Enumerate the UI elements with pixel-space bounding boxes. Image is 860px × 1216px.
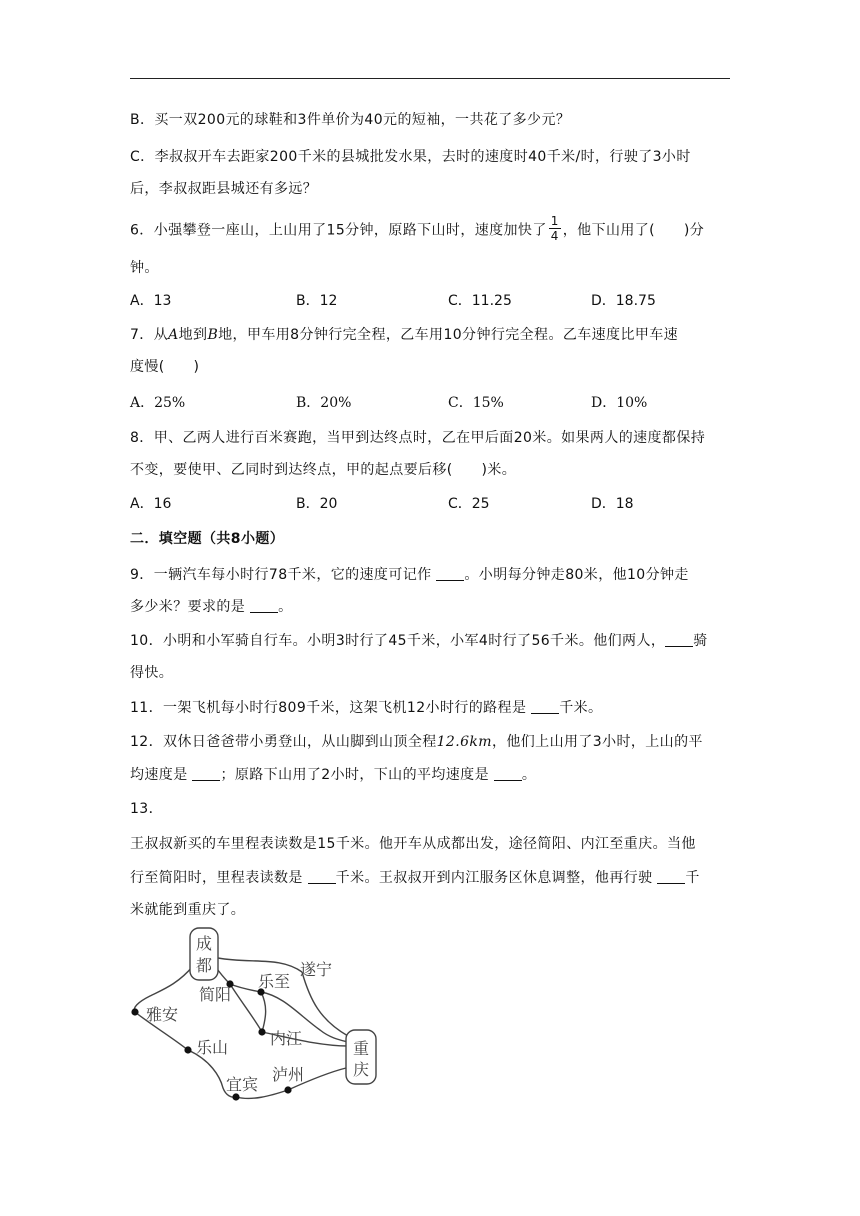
question-13-line1: 王叔叔新买的车里程表读数是15千米。他开车从成都出发，途径简阳、内江至重庆。当他 (130, 836, 696, 852)
route-chengdu-suining (218, 958, 302, 972)
q6-text-after: ，他下山用了( )分 (562, 222, 705, 239)
route-lezhi-neijiang (261, 992, 266, 1032)
q12-text-a: 12．双休日爸爸带小勇登山，从山脚到山顶全程 (130, 734, 437, 750)
fraction-one-quarter (549, 214, 561, 243)
q6-text-before: 6．小强攀登一座山，上山用了15分钟，原路下山时，速度加快了 (130, 222, 547, 239)
q12-distance: 12.6km (436, 734, 492, 750)
q7-text-b: 地到 (178, 327, 208, 343)
q7-point-a: A (168, 327, 179, 343)
q12-text-e: 。 (521, 767, 537, 783)
q7-text-c: 地，甲车用8分钟行完全程，乙车用10分钟行完全程。乙车速度比甲车速 (218, 327, 679, 343)
q9-text-d: 。 (278, 599, 293, 615)
label-yaan: 雅安 (146, 1005, 179, 1024)
q6-option-d: D．18.75 (591, 293, 656, 309)
q10-text-b: 骑 (693, 633, 708, 649)
q13-text-a: 行至简阳时，里程表读数是 (130, 870, 303, 886)
question-6-line1 (130, 216, 704, 245)
question-7-line1 (130, 325, 678, 345)
q7-option-a: A．25% (130, 395, 186, 411)
q13-text-c: 千 (685, 870, 700, 886)
neijiang-dot (258, 1028, 265, 1035)
q7-text-a: 7．从 (130, 327, 169, 343)
label-neijiang: 内江 (270, 1029, 303, 1048)
q7-option-c: C．15% (448, 395, 504, 411)
label-chengdu-2: 都 (196, 956, 213, 975)
question-13-line2 (130, 868, 700, 888)
answer-blank[interactable] (531, 699, 559, 714)
q12-text-b: ，他们上山用了3小时，上山的平 (491, 734, 703, 750)
q9-text-a: 9．一辆汽车每小时行78千米，它的速度可记作 (130, 567, 432, 583)
q8-option-c: C．25 (448, 496, 490, 512)
question-6-line2: 钟。 (130, 260, 159, 276)
answer-blank[interactable] (657, 869, 685, 884)
q8-option-b: B．20 (296, 496, 338, 512)
question-10-line1 (130, 631, 708, 651)
answer-blank[interactable] (308, 869, 336, 884)
yaan-dot (131, 1008, 138, 1015)
q13-text-b: 千米。王叔叔开到内江服务区休息调整，他再行驶 (335, 870, 653, 886)
q11-text-a: 11．一架飞机每小时行809千米，这架飞机12小时行的路程是 (130, 700, 527, 716)
question-10-line2: 得快。 (130, 665, 174, 681)
fraction-denominator: 4 (550, 229, 559, 243)
question-12-line1 (130, 732, 703, 752)
question-c-line1: C．李叔叔开车去距家200千米的县城批发水果，去时的速度时40千米/时，行驶了3小时 (130, 149, 691, 165)
leshan-dot (184, 1046, 191, 1053)
question-11 (130, 698, 602, 718)
q8-option-a: A．16 (130, 496, 172, 512)
header-rule (130, 78, 730, 79)
route-map (120, 920, 390, 1110)
q7-option-b: B．20% (296, 395, 352, 411)
label-suining: 遂宁 (300, 960, 333, 979)
luzhou-dot (284, 1086, 291, 1093)
label-leshan: 乐山 (196, 1038, 229, 1057)
q12-text-c: 均速度是 (130, 767, 188, 783)
answer-blank[interactable] (665, 632, 693, 647)
q9-text-b: 。小明每分钟走80米，他10分钟走 (464, 567, 689, 583)
question-13-line3: 米就能到重庆了。 (130, 902, 246, 918)
question-8-line2: 不变，要使甲、乙同时到达终点，甲的起点要后移( )米。 (130, 462, 517, 478)
q11-text-b: 千米。 (559, 700, 603, 716)
q9-text-c: 多少米？要求的是 (130, 599, 246, 615)
label-luzhou: 泸州 (272, 1065, 305, 1084)
label-yibin: 宜宾 (226, 1075, 259, 1094)
q6-option-a: A．13 (130, 293, 172, 309)
label-lezhi: 乐至 (258, 972, 291, 991)
answer-blank[interactable] (250, 598, 278, 613)
route-suining-chongqing (302, 972, 348, 1036)
question-9-line2 (130, 597, 292, 617)
label-chengdu-1: 成 (196, 934, 213, 953)
q6-option-c: C．11.25 (448, 293, 512, 309)
q10-text-a: 10．小明和小军骑自行车。小明3时行了45千米，小军4时行了56千米。他们两人， (130, 633, 666, 649)
question-13-number: 13． (130, 801, 164, 817)
question-9-line1 (130, 565, 689, 585)
q8-option-d: D．18 (591, 496, 634, 512)
q12-text-d: ；原路下山用了2小时，下山的平均速度是 (220, 767, 489, 783)
question-7-line2: 度慢( ) (130, 359, 200, 375)
q6-option-b: B．12 (296, 293, 338, 309)
answer-blank[interactable] (436, 566, 464, 581)
yibin-dot (232, 1093, 239, 1100)
label-chongqing-2: 庆 (353, 1060, 370, 1079)
question-c-line2: 后，李叔叔距县城还有多远？ (130, 181, 318, 197)
section-heading-fill-in: 二．填空题（共8小题） (130, 531, 285, 547)
question-b: B．买一双200元的球鞋和3件单价为40元的短袖，一共花了多少元？ (130, 112, 571, 128)
q7-point-b: B (207, 327, 219, 343)
fraction-numerator: 1 (550, 214, 559, 228)
answer-blank[interactable] (494, 766, 522, 781)
answer-blank[interactable] (192, 766, 220, 781)
label-jianyang: 简阳 (199, 985, 232, 1004)
q7-option-d: D．10% (591, 395, 648, 411)
label-chongqing-1: 重 (353, 1039, 370, 1058)
question-8-line1: 8．甲、乙两人进行百米赛跑，当甲到达终点时，乙在甲后面20米。如果两人的速度都保持 (130, 430, 706, 446)
question-12-line2 (130, 765, 536, 785)
